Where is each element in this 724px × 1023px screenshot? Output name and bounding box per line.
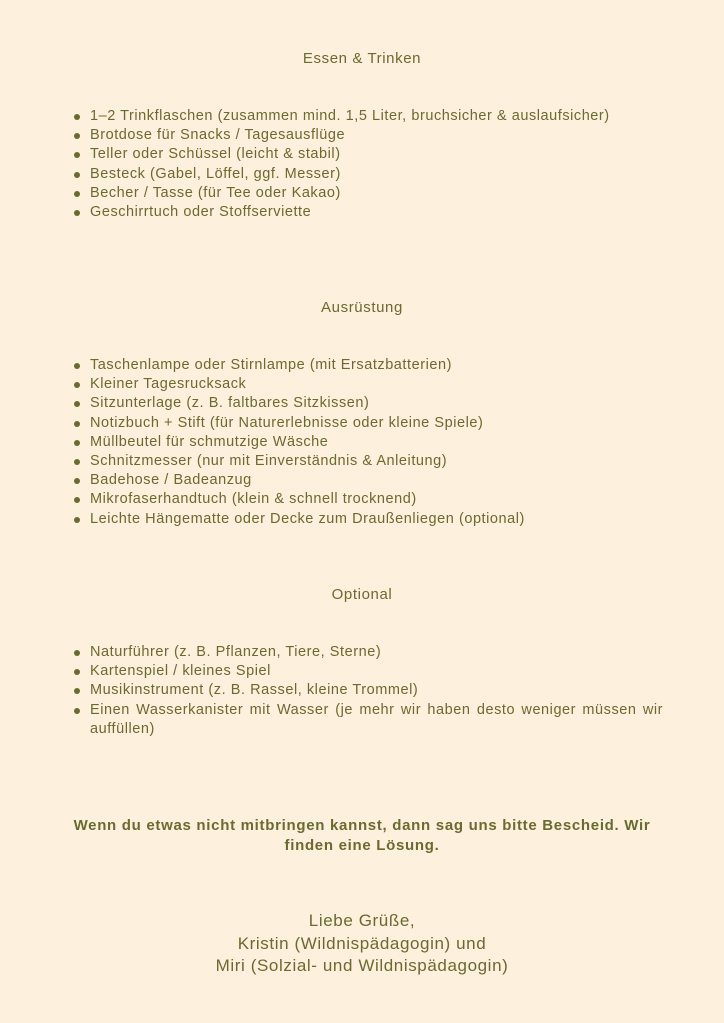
list-item: Mikrofaserhandtuch (klein & schnell trocknend) [90, 490, 663, 509]
section-heading-essen-trinken: Essen & Trinken [302, 50, 422, 67]
list-item: Schnitzmesser (nur mit Einverständnis & Anleitung) [90, 452, 663, 471]
list-item: Leichte Hängematte oder Decke zum Draußenliegen (optional) [90, 510, 663, 529]
list-item: Teller oder Schüssel (leicht & stabil) [90, 145, 663, 164]
list-item: Einen Wasserkanister mit Wasser (je mehr wir haben desto weniger müssen wir auffüllen) [90, 701, 663, 739]
list-item: Kleiner Tagesrucksack [90, 375, 663, 394]
list-item: Becher / Tasse (für Tee oder Kakao) [90, 184, 663, 203]
help-note: Wenn du etwas nicht mitbringen kannst, dann sag uns bitte Bescheid. Wir finden eine Lösung. [73, 817, 651, 854]
list-item: 1–2 Trinkflaschen (zusammen mind. 1,5 Liter, bruchsicher & auslaufsicher) [90, 107, 663, 126]
list-item: Kartenspiel / kleines Spiel [90, 662, 663, 681]
section-heading-ausruestung: Ausrüstung [321, 299, 403, 316]
list-item: Notizbuch + Stift (für Naturerlebnisse oder kleine Spiele) [90, 414, 663, 433]
list-optional [90, 643, 663, 739]
signature [0, 910, 724, 978]
greeting: Liebe Grüße, [308, 911, 416, 930]
list-item: Musikinstrument (z. B. Rassel, kleine Trommel) [90, 681, 663, 700]
list-item: Brotdose für Snacks / Tagesausflüge [90, 126, 663, 145]
list-item: Geschirrtuch oder Stoffserviette [90, 203, 663, 222]
list-item: Besteck (Gabel, Löffel, ggf. Messer) [90, 165, 663, 184]
list-item: Naturführer (z. B. Pflanzen, Tiere, Sterne) [90, 643, 663, 662]
section-heading-optional: Optional [331, 586, 393, 603]
list-item: Badehose / Badeanzug [90, 471, 663, 490]
list-item: Taschenlampe oder Stirnlampe (mit Ersatzbatterien) [90, 356, 663, 375]
list-ausruestung [90, 356, 663, 529]
list-item: Müllbeutel für schmutzige Wäsche [90, 433, 663, 452]
list-item: Sitzunterlage (z. B. faltbares Sitzkissen) [90, 394, 663, 413]
signature-line-kristin: Kristin (Wildnispädagogin) und [237, 933, 487, 953]
list-essen-trinken [90, 107, 663, 222]
signature-line-miri: Miri (Solzial- und Wildnispädagogin) [215, 956, 509, 975]
